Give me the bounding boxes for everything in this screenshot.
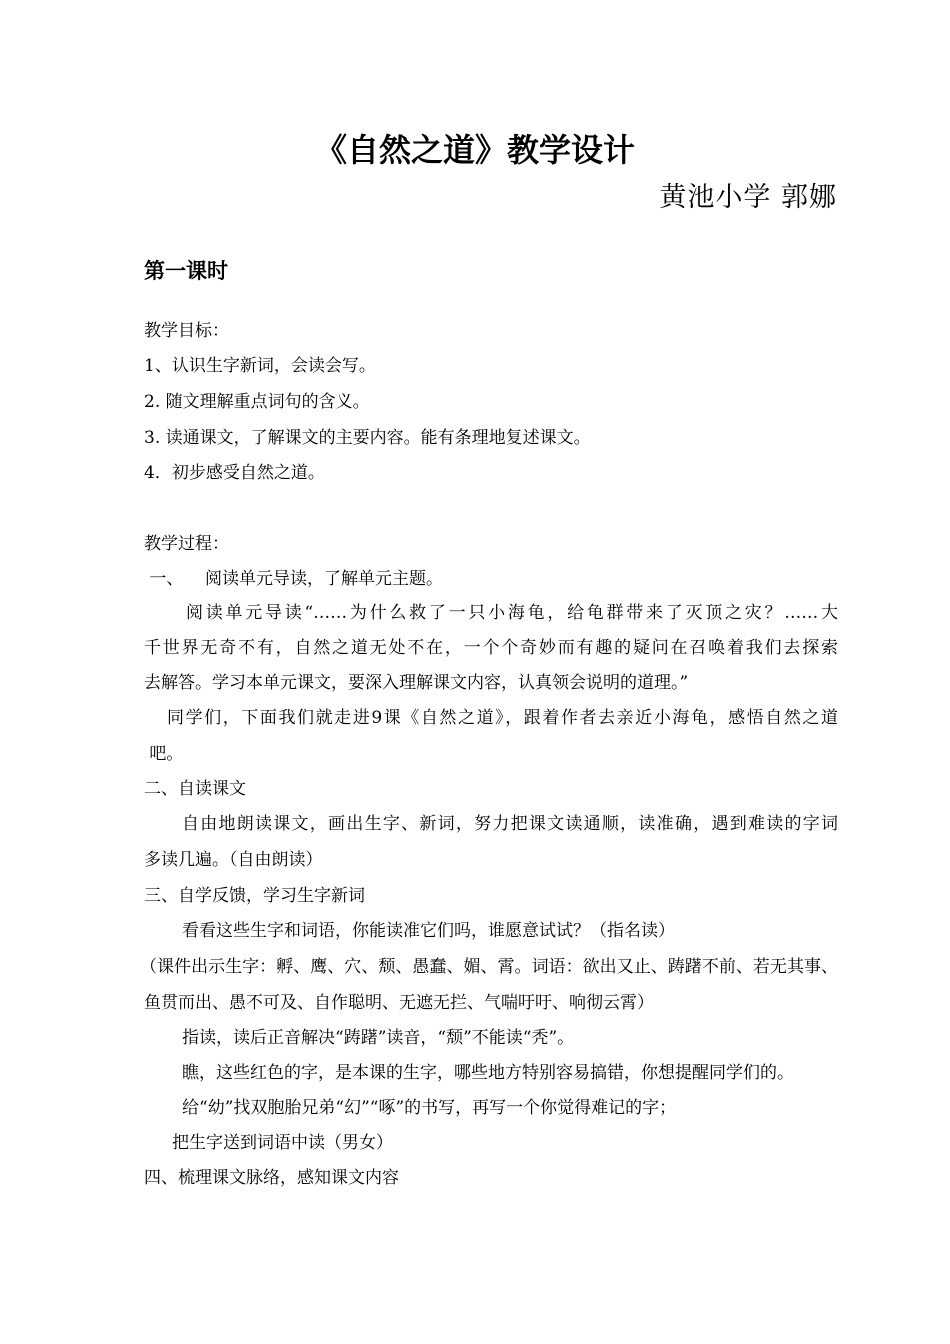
section3-heading: 三、自学反馈，学习生字新词 (144, 886, 365, 906)
objective-item-2: 2. 随文理解重点词句的含义。 (144, 392, 370, 412)
objective-item-1: 1、认识生字新词，会读会写。 (144, 356, 376, 376)
lesson-heading: 第一课时 (144, 259, 228, 283)
section3-line-1: 看看这些生字和词语，你能读准它们吗，谁愿意试试？（指名读） (182, 921, 675, 941)
section1-line-3: 去解答。学习本单元课文，要深入理解课文内容，认真领会说明的道理。” (144, 673, 689, 693)
document-author: 黄池小学 郭娜 (659, 182, 837, 213)
section3-line-4: 指读，读后正音解决“踌躇”读音，“颓”不能读“秃”。 (182, 1028, 575, 1048)
objective-item-3: 3. 读通课文，了解课文的主要内容。能有条理地复述课文。 (144, 428, 591, 448)
section2-heading: 二、自读课文 (144, 779, 246, 799)
section3-line-3: 鱼贯而出、愚不可及、自作聪明、无遮无拦、气喘吁吁、响彻云霄） (144, 993, 654, 1013)
section1-line-1: 阅读单元导读“……为什么救了一只小海龟，给龟群带来了灭顶之灾？……大 (186, 603, 838, 623)
document-title: 《自然之道》教学设计 (314, 131, 635, 169)
section1-heading: 一、 阅读单元导读，了解单元主题。 (144, 569, 444, 589)
section3-line-7: 把生字送到词语中读（男女） (172, 1133, 393, 1153)
section3-line-6: 给“幼”找双胞胎兄弟“幻”“啄”的书写，再写一个你觉得难记的字； (182, 1098, 677, 1118)
section2-line-2: 多读几遍。（自由朗读） (144, 850, 323, 870)
section4-heading: 四、梳理课文脉络，感知课文内容 (144, 1168, 399, 1188)
objectives-heading: 教学目标： (144, 321, 229, 341)
section3-line-2: （课件出示生字：孵、鹰、穴、颓、愚蠢、媚、霄。词语：欲出又止、踌躇不前、若无其事、 (140, 957, 838, 977)
objective-item-4: 4．初步感受自然之道。 (144, 463, 325, 483)
section1-line-2: 千世界无奇不有，自然之道无处不在，一个个奇妙而有趣的疑问在召唤着我们去探索 (144, 638, 838, 658)
section1-line-4: 同学们，下面我们就走进9课《自然之道》，跟着作者去亲近小海龟，感悟自然之道 (167, 708, 838, 728)
process-heading: 教学过程： (144, 534, 229, 554)
section2-line-1: 自由地朗读课文，画出生字、新词，努力把课文读通顺，读准确，遇到难读的字词 (182, 814, 838, 834)
section3-line-5: 瞧，这些红色的字，是本课的生字，哪些地方特别容易搞错，你想提醒同学们的。 (182, 1063, 794, 1083)
section1-line-5: 吧。 (144, 744, 184, 764)
